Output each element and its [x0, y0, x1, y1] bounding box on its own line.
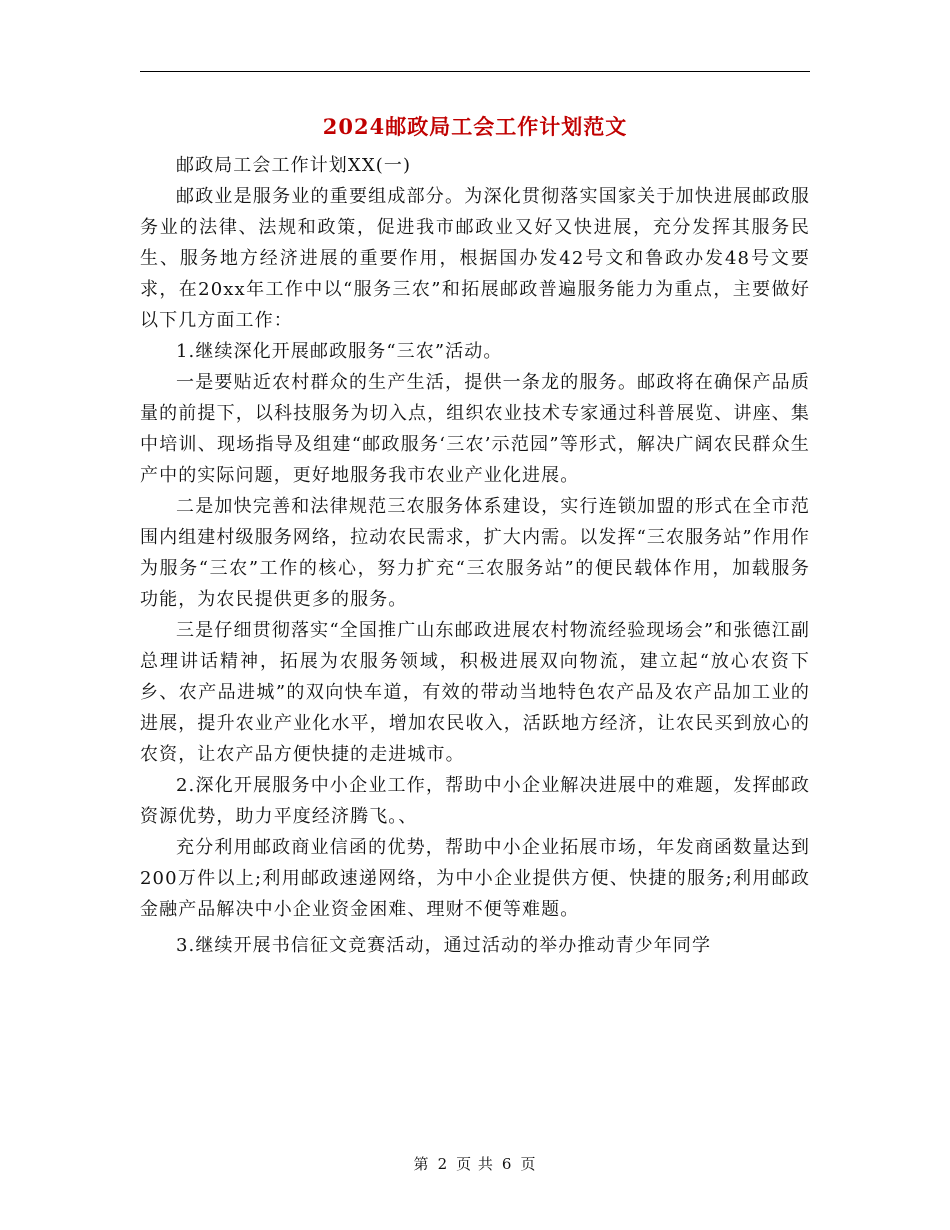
- paragraph-intro: 邮政业是服务业的重要组成部分。为深化贯彻落实国家关于加快进展邮政服务业的法律、法规和政策，促进我市邮政业又好又快进展，充分发挥其服务民生、服务地方经济进展的重要作用，根据国办发42号文和鲁政办发48号文要求，在20xx年工作中以“服务三农”和拓展邮政普遍服务能力为重点，主要做好以下几方面工作：: [140, 186, 810, 331]
- paragraph-heading-1: 1.继续深化开展邮政服务“三农”活动。: [176, 341, 503, 362]
- document-title: 2024邮政局工会工作计划范文: [322, 114, 628, 139]
- paragraph-subtitle: 邮政局工会工作计划XX(一): [176, 155, 412, 176]
- paragraph-item-3: 三是仔细贯彻落实“全国推广山东邮政进展农村物流经验现场会”和张德江副总理讲话精神，拓展为农服务领域，积极进展双向物流，建立起“放心农资下乡、农产品进城”的双向快车道，有效的带动当地特色农产品及农产品加工业的进展，提升农业产业化水平，增加农民收入，活跃地方经济，让农民买到放心的农资，让农产品方便快捷的走进城市。: [140, 620, 810, 765]
- paragraph-heading-3: 3.继续开展书信征文竞赛活动，通过活动的举办推动青少年同学: [176, 935, 712, 956]
- footer-total-pages: 6: [501, 1155, 513, 1173]
- footer-current-page: 2: [437, 1155, 449, 1173]
- paragraph-sme-detail: 充分利用邮政商业信函的优势，帮助中小企业拓展市场，年发商函数量达到200万件以上;利用邮政速递网络，为中小企业提供方便、快捷的服务;利用邮政金融产品解决中小企业资金困难、理财不便等难题。: [140, 837, 810, 920]
- footer-suffix: 页: [520, 1155, 537, 1173]
- paragraph-item-1: 一是要贴近农村群众的生产生活，提供一条龙的服务。邮政将在确保产品质量的前提下，以科技服务为切入点，组织农业技术专家通过科普展览、讲座、集中培训、现场指导及组建“邮政服务‘三农’示范园”等形式，解决广阔农民群众生产中的实际问题，更好地服务我市农业产业化进展。: [140, 372, 810, 486]
- paragraph-heading-2: 2.深化开展服务中小企业工作，帮助中小企业解决进展中的难题，发挥邮政资源优势，助力平度经济腾飞。、: [140, 775, 810, 827]
- footer-prefix: 第: [413, 1155, 430, 1173]
- paragraph-item-2: 二是加快完善和法律规范三农服务体系建设，实行连锁加盟的形式在全市范围内组建村级服务网络，拉动农民需求，扩大内需。以发挥“三农服务站”作用作为服务“三农”工作的核心，努力扩充“三农服务站”的便民载体作用，加载服务功能，为农民提供更多的服务。: [140, 496, 811, 610]
- page-footer: [140, 1154, 810, 1174]
- document-body: [140, 150, 810, 961]
- header-rule: [140, 71, 810, 72]
- footer-middle: 页 共: [456, 1155, 494, 1173]
